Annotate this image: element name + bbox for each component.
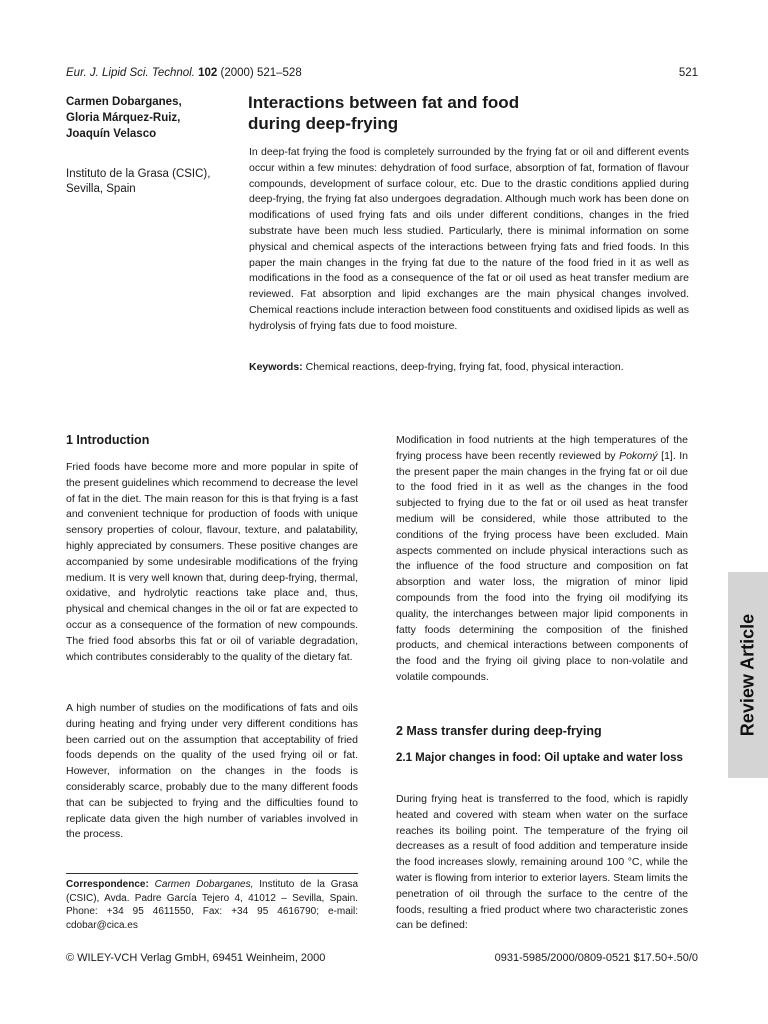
col2-paragraph-1: Modification in food nutrients at the high temperatures of the frying process have been recently reviewed by Pokorný [1]. In the present paper the main changes in the frying fat or oil due to the food fried in it as well as the changes in the food subjected to frying due to the fat or oil used as heat transfer medium will be considered, while those attributed to the conditions of the frying process have been excluded. Main aspects commented on include physical interactions such as the influence of the food structure and composition on fat absorption and water loss, the migration of minor lipid compounds from the food into the frying oil modifying its quality, the interchanges between major lipid components in fatty foods determining the composition of the finished products, and chemical interactions between components of the food and the frying oil giving place to non-volatile and volatile compounds. xyxy=(396,434,689,683)
review-article-tab xyxy=(728,572,768,778)
author-list xyxy=(66,94,182,142)
title-line-2: during deep-frying xyxy=(248,114,399,133)
page-number: 521 xyxy=(678,67,698,79)
correspondence-label: Correspondence: xyxy=(66,879,149,890)
correspondence-text: Instituto de la Grasa (CSIC), Avda. Padre García Tejero 4, 41012 – Sevilla, Spain. Phone: +34 95 4611550, Fax: +34 95 4616790; e-mail: cdobar@cica.es xyxy=(66,879,359,931)
article-code: 0931-5985/2000/0809-0521 $17.50+.50/0 xyxy=(494,952,698,964)
journal-volume: 102 xyxy=(198,67,218,79)
intro-paragraph-2: A high number of studies on the modifications of fats and oils during heating and frying under very different conditions has been carried out on the assumption that acceptability of fried foods depends on the quality of the used frying oil or fat. However, information on the changes in the foods is considerably scarce, probably due to the many different foods that can be subjected to frying and the difficulties found to replicate data given the high number of variables involved in the process. xyxy=(66,702,358,841)
journal-year-pages: (2000) 521–528 xyxy=(220,67,302,79)
affiliation-line-2: Sevilla, Spain xyxy=(66,183,136,195)
review-article-label: Review Article xyxy=(737,613,758,737)
affiliation xyxy=(66,167,210,197)
journal-citation xyxy=(66,67,302,79)
correspondence-name: Carmen Dobarganes, xyxy=(154,879,254,890)
paper-title xyxy=(248,92,668,134)
col2-paragraph-2: During frying heat is transferred to the food, which is rapidly heated and covered with steam when water on the surface reaches its boiling point. The temperature of the frying oil decreases as a result of food addition and temperature inside the food increases slowly, remaining around 100 °C, while the water is flowing from interior to exterior layers. Steam limits the penetration of oil through the surface to the centre of the foods, resulting a fried product where two characteristic zones can be defined: xyxy=(396,793,688,932)
keywords xyxy=(249,360,689,375)
abstract: In deep-fat frying the food is completely surrounded by the frying fat or oil and different events occur within a few minutes: dehydration of food surface, absorption of fat, formation of flavour compounds, development of surface colour, etc. Due to the drastic conditions applied during deep-frying, the frying fat also undergoes degradation. Although much work has been done on modifications of used frying fats and oils under different conditions, changes in the fried substrate have been much less studied. Particularly, there is minimal information on some physical and chemical aspects of the interactions between frying fats and fried foods. In this paper the main changes in the frying fat due to the nature of the food fried in it as well as modifications in the food as a consequence of the fat or oil used as heat transfer medium are reviewed. Fat absorption and lipid exchanges are the main physical changes involved. Chemical reactions include interaction between food constituents and oxidised lipids as well as hydrolysis of frying fats due to food moisture. xyxy=(249,146,689,332)
footnote-divider xyxy=(66,873,358,874)
publisher-copyright: © WILEY-VCH Verlag GmbH, 69451 Weinheim, 2000 xyxy=(66,952,326,964)
section-1-heading: 1 Introduction xyxy=(66,433,150,447)
author-2: Gloria Márquez-Ruiz, xyxy=(66,112,181,124)
keywords-text: Chemical reactions, deep-frying, frying fat, food, physical interaction. xyxy=(305,361,624,373)
section-2-heading: 2 Mass transfer during deep-frying xyxy=(396,724,602,738)
section-2-1-heading: 2.1 Major changes in food: Oil uptake and water loss xyxy=(396,752,683,764)
title-line-1: Interactions between fat and food xyxy=(248,93,520,112)
intro-paragraph-1: Fried foods have become more and more popular in spite of the present guidelines which recommend to decrease the level of fat in the diet. The main reason for this is that frying is a fast and convenient technique for production of foods with unique sensory properties of colour, flavour, texture, and palatability, highly appreciated by consumers. These positive changes are accompanied by some undesirable modifications of the frying medium. It is very well known that, during deep-frying, thermal, oxidative, and hydrolytic reactions take place and, thus, physical and chemical changes in the oil or fat are expected to occur as a consequence of the formation of new compounds. The fried food absorbs this fat or oil of variable degradation, which contributes considerably to the quality of the dietary fat. xyxy=(66,461,358,663)
journal-name: Eur. J. Lipid Sci. Technol. xyxy=(66,67,195,79)
author-1: Carmen Dobarganes, xyxy=(66,96,182,108)
affiliation-line-1: Instituto de la Grasa (CSIC), xyxy=(66,168,211,180)
reference-author: Pokorný xyxy=(619,449,658,462)
author-3: Joaquín Velasco xyxy=(66,128,157,140)
keywords-label: Keywords: xyxy=(249,361,303,373)
correspondence-note xyxy=(66,878,358,932)
